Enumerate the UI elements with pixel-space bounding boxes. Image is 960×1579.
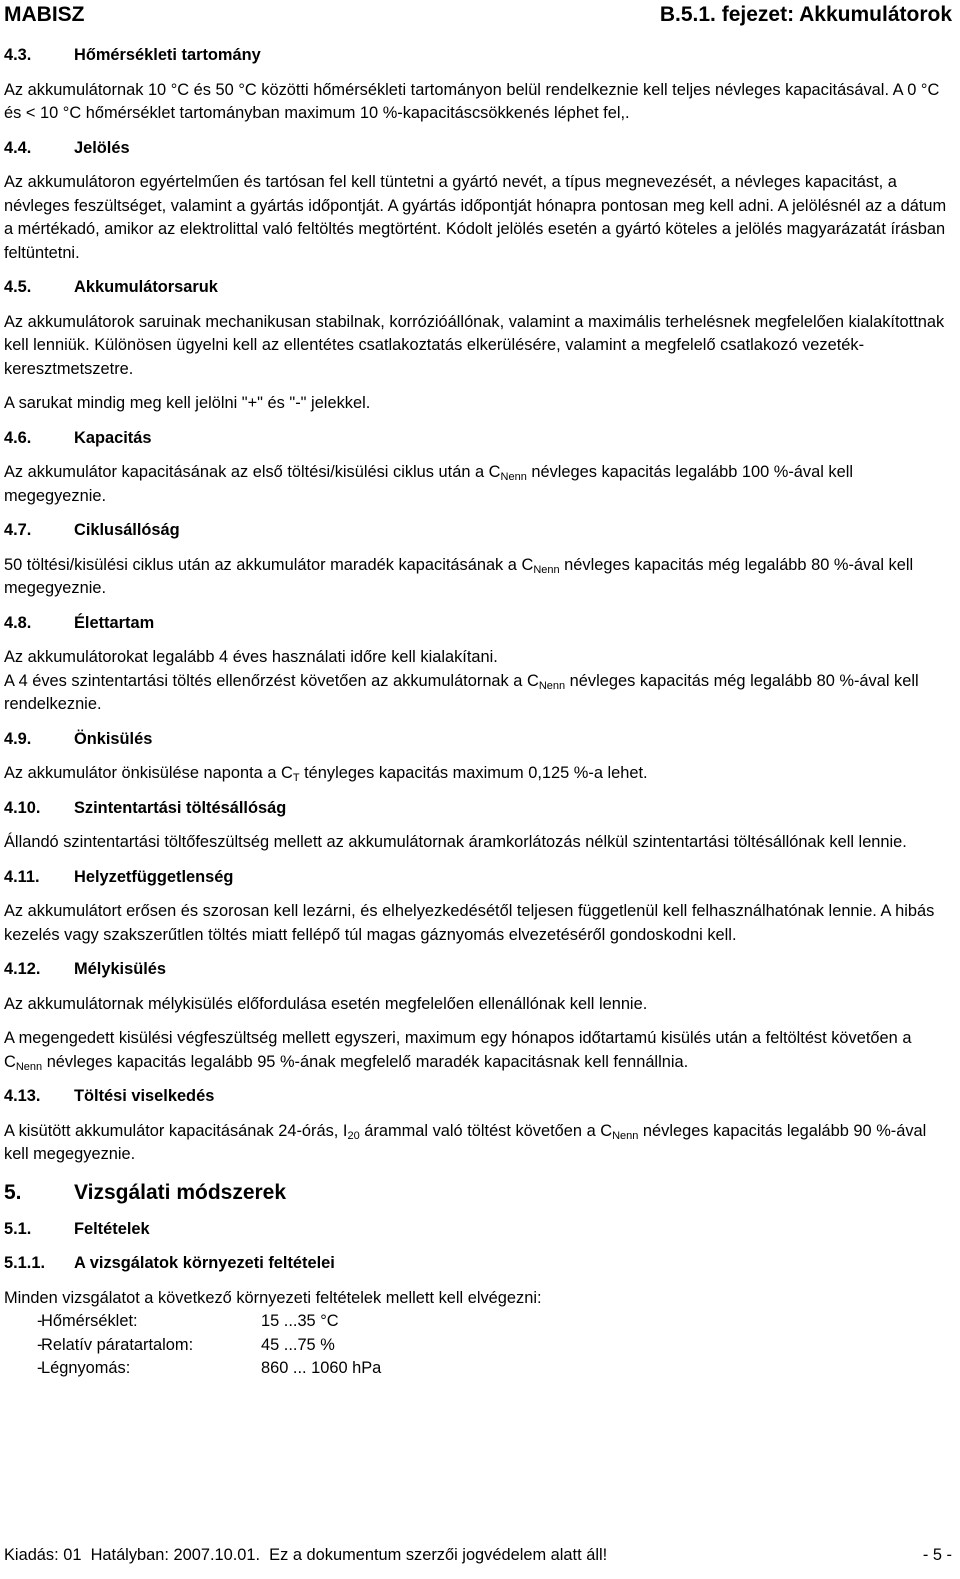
section-heading-4-10: 4.10. Szintentartási töltésállóság [4, 798, 287, 817]
paragraph: Az akkumulátoron egyértelműen és tartósan fel kell tüntetni a gyártó nevét, a típus megnevezését, a névleges kapacitást, a névleges feszültséget, valamint a gyártás időpontját. A gyártás időpontját hónapra pontosan meg kell adni. A jelölésnél az a dátum a mértékadó, amikor az elektrolittal való feltöltés megtörtént. Kódolt jelölés esetén a gyártó köteles a jelölés magyarázatát írásban feltüntetni. [4, 173, 947, 262]
list-item: - Légnyomás: 860 ... 1060 hPa [37, 1359, 382, 1377]
chapter-heading-5: 5. Vizsgálati módszerek [4, 1180, 287, 1204]
header-chapter: B.5.1. fejezet: Akkumulátorok [659, 3, 952, 26]
footer-edition: Kiadás: 01 Hatályban: 2007.10.01. Ez a dokumentum szerzői jogvédelem alatt áll! [4, 1546, 608, 1564]
paragraph: Az akkumulátornak 10 °C és 50 °C közötti hőmérsékleti tartományon belül rendelkeznie kell teljes névleges kapacitásával. A 0 °C és < 10 °C hőmérséklet tartományban maximum 10 %-kapacitáscsökkenés léphet fel,. [4, 80, 940, 122]
paragraph: Az akkumulátorokat legalább 4 éves használati időre kell kialakítani. [4, 648, 498, 666]
section-heading-4-11: 4.11. Helyzetfüggetlenség [4, 867, 234, 886]
section-heading-4-8: 4.8. Élettartam [4, 613, 155, 632]
document-body [4, 44, 952, 1381]
page-header [4, 2, 952, 32]
section-heading-4-12: 4.12. Mélykisülés [4, 960, 167, 978]
paragraph: Az akkumulátor kapacitásának az első töltési/kisülési ciklus után a $C_{Nenn}$ névleges kapacitás legalább 100 %-ával kell megegyeznie. [4, 463, 854, 505]
list-item: - Relatív páratartalom: 45 ...75 % [37, 1335, 335, 1354]
paragraph: 50 töltési/kisülési ciklus után az akkumulátor maradék kapacitásának a $C_{Nenn}$ névleges kapacitás még legalább 80 %-ával kell megegyeznie. [4, 555, 914, 597]
section-heading-4-6: 4.6. Kapacitás [4, 428, 152, 447]
list-item: - Hőmérséklet: 15 ...35 °C [37, 1312, 339, 1330]
section-heading-4-13: 4.13. Töltési viselkedés [4, 1087, 215, 1105]
paragraph: Az akkumulátornak mélykisülés előfordulása esetén megfelelően ellenállónak kell lennie. [4, 994, 648, 1013]
paragraph: A kisütött akkumulátor kapacitásának 24-órás, $I_{20}$ árammal való töltést követően a $C_{Nenn}$ névleges kapacitás legalább 90 %-ával kell megegyeznie. [4, 1121, 927, 1163]
paragraph: Minden vizsgálatot a következő környezeti feltételek mellett kell elvégezni: [4, 1288, 542, 1307]
conditions-list [4, 1310, 952, 1381]
paragraph: Az akkumulátorok saruinak mechanikusan stabilnak, korrózióállónak, valamint a maximális terhelésnek megfelelően kialakítottnak kell lenniük. Különösen ügyelni kell az ellentétes csatlakoztatás elkerülésére, valamint a megfelelő csatlakozó vezeték-keresztmetszetre. [4, 312, 945, 378]
section-heading-4-4: 4.4. Jelölés [4, 138, 130, 157]
page-number: - 5 - [922, 1546, 952, 1564]
header-org: MABISZ [4, 3, 85, 26]
section-heading-4-3: 4.3. Hőmérsékleti tartomány [4, 46, 261, 64]
paragraph: Állandó szintentartási töltőfeszültség mellett az akkumulátornak áramkorlátozás nélkül szintentartási töltésállónak kell lennie. [4, 833, 907, 851]
paragraph: A megengedett kisülési végfeszültség mellett egyszeri, maximum egy hónapos időtartamú kisülés után a feltöltést követően a $C_{Nenn}$ névleges kapacitás legalább 95 %-ának megfelelő maradék kapacitásnak kell fennállnia. [4, 1029, 912, 1073]
paragraph: A 4 éves szintentartási töltés ellenőrzést követően az akkumulátornak a $C_{Nenn}$ névleges kapacitás még legalább 80 %-ával kell rendelkeznie. [4, 671, 919, 713]
paragraph: A sarukat mindig meg kell jelölni "+" és "-" jelekkel. [4, 394, 371, 412]
section-heading-4-7: 4.7. Ciklusállóság [4, 521, 180, 539]
section-heading-5-1: 5.1. Feltételek [4, 1219, 150, 1238]
paragraph: Az akkumulátor önkisülése naponta a $C_T$ tényleges kapacitás maximum 0,125 %-a lehet. [4, 764, 648, 784]
section-heading-5-1-1: 5.1.1. A vizsgálatok környezeti feltételei [4, 1254, 335, 1272]
paragraph: Az akkumulátort erősen és szorosan kell lezárni, és elhelyezkedésétől teljesen függetlenül kell felhasználhatónak lennie. A hibás kezelés vagy szakszerűtlen töltés miatt fellépő túl magas gáznyomás elvezetéséről gondoskodni kell. [4, 902, 935, 944]
section-heading-4-9: 4.9. Önkisülés [4, 729, 153, 748]
section-heading-4-5: 4.5. Akkumulátorsaruk [4, 278, 218, 296]
